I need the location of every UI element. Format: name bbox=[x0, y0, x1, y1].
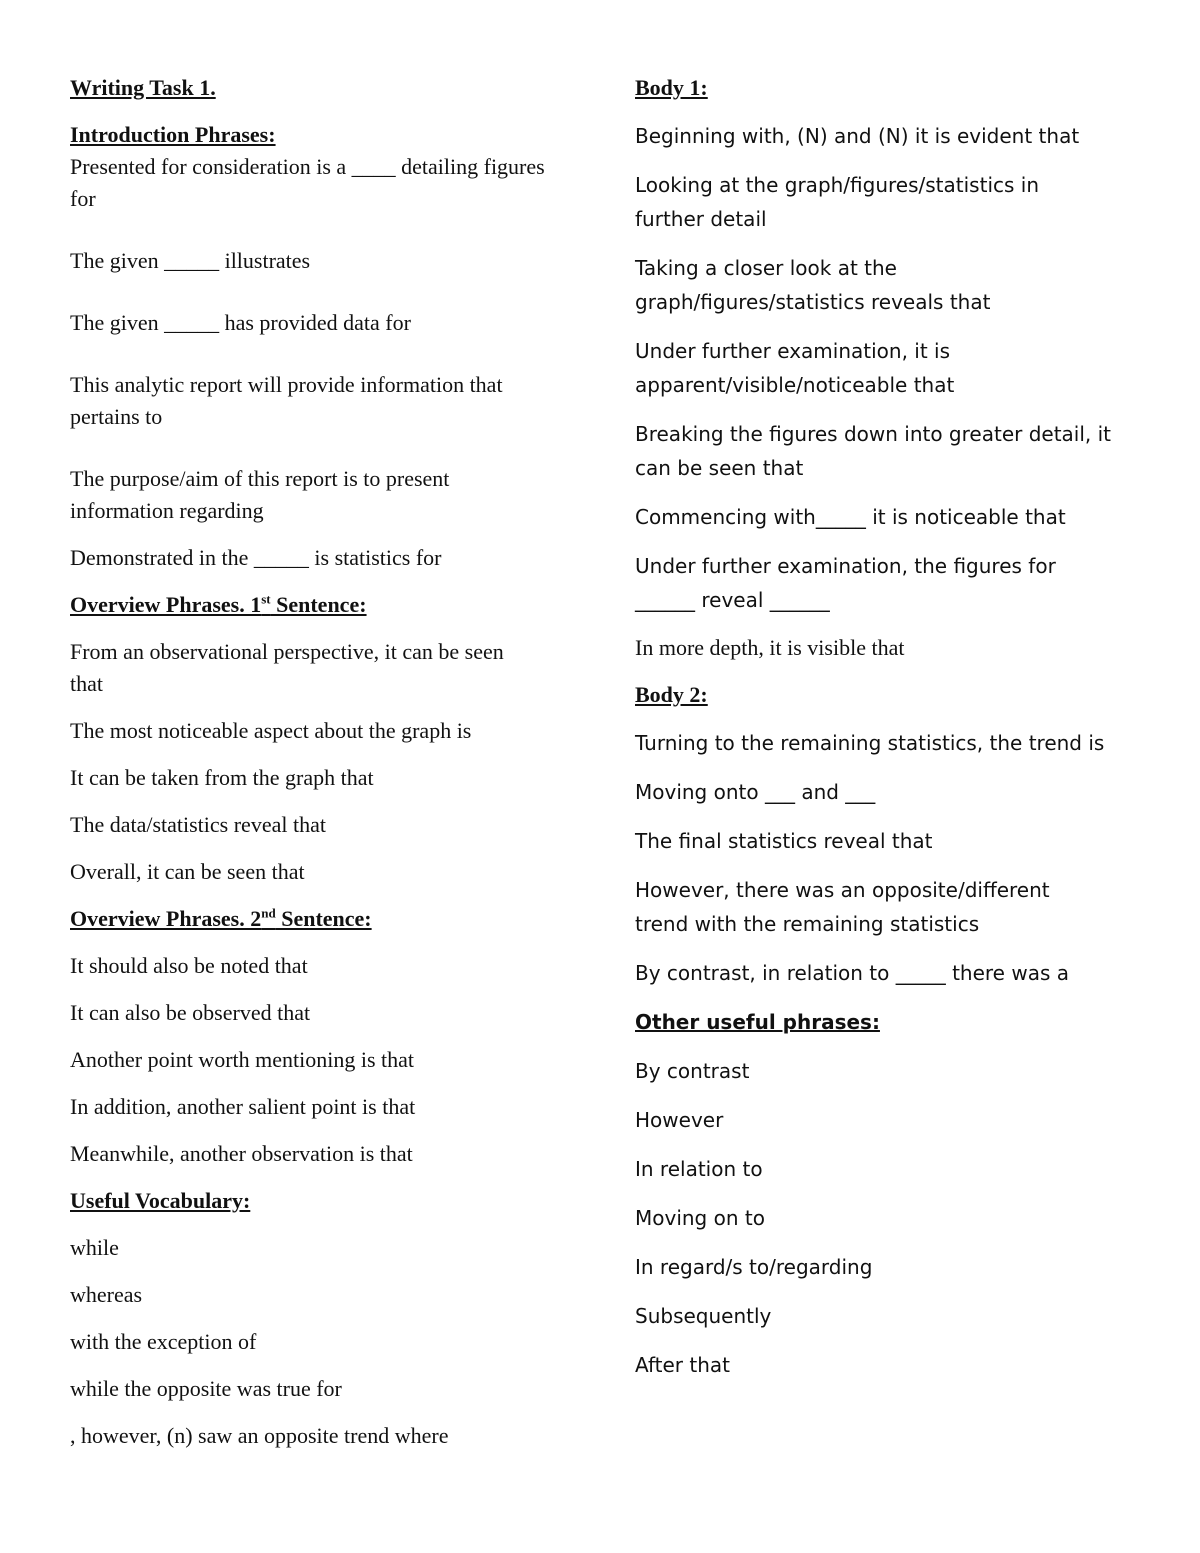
overview-2-heading-suffix: Sentence: bbox=[275, 906, 372, 931]
right-column bbox=[635, 72, 1135, 1382]
body-2-phrase: Turning to the remaining statistics, the trend is bbox=[635, 731, 1105, 755]
other-phrase: By contrast bbox=[635, 1059, 750, 1083]
vocabulary-item: , however, (n) saw an opposite trend where bbox=[70, 1423, 449, 1448]
document-title: Writing Task 1. bbox=[70, 75, 216, 100]
other-phrase: In relation to bbox=[635, 1157, 763, 1181]
overview-1-phrase: The data/statistics reveal that bbox=[70, 812, 326, 837]
overview-1-heading-prefix: Overview Phrases. 1 bbox=[70, 592, 262, 617]
other-phrases-heading: Other useful phrases: bbox=[635, 1010, 880, 1034]
overview-1-heading bbox=[70, 589, 560, 621]
vocabulary-item: while the opposite was true for bbox=[70, 1376, 342, 1401]
overview-1-phrase: The most noticeable aspect about the graph is bbox=[70, 718, 472, 743]
body-1-phrase: In more depth, it is visible that bbox=[635, 635, 905, 660]
introduction-heading: Introduction Phrases: bbox=[70, 122, 276, 147]
overview-2-heading-sup: nd bbox=[261, 905, 276, 921]
intro-phrase: The given _____ has provided data for bbox=[70, 310, 411, 335]
intro-phrase: Presented for consideration is a ____ detailing figures for bbox=[70, 154, 545, 211]
body-1-phrase: Commencing with_____ it is noticeable that bbox=[635, 505, 1066, 529]
overview-2-heading-prefix: Overview Phrases. 2 bbox=[70, 906, 262, 931]
overview-1-phrase: From an observational perspective, it can be seen that bbox=[70, 639, 504, 696]
overview-1-heading-suffix: Sentence: bbox=[270, 592, 367, 617]
overview-1-heading-sup: st bbox=[261, 591, 271, 607]
other-phrase: Moving on to bbox=[635, 1206, 765, 1230]
body-1-heading: Body 1: bbox=[635, 75, 708, 100]
other-phrase: After that bbox=[635, 1353, 730, 1377]
overview-2-phrase: It can also be observed that bbox=[70, 1000, 311, 1025]
overview-2-phrase: Another point worth mentioning is that bbox=[70, 1047, 415, 1072]
overview-1-phrase: It can be taken from the graph that bbox=[70, 765, 374, 790]
body-1-phrase: Breaking the figures down into greater detail, it can be seen that bbox=[635, 422, 1112, 480]
body-2-phrase: The final statistics reveal that bbox=[635, 829, 933, 853]
vocabulary-item: with the exception of bbox=[70, 1329, 257, 1354]
overview-2-phrase: It should also be noted that bbox=[70, 953, 308, 978]
body-1-phrase: Taking a closer look at the graph/figures/statistics reveals that bbox=[635, 256, 991, 314]
body-1-phrase: Under further examination, the figures for ______ reveal ______ bbox=[635, 554, 1056, 612]
left-column bbox=[70, 72, 560, 1452]
body-2-phrase: By contrast, in relation to _____ there was a bbox=[635, 961, 1069, 985]
body-1-phrase: Under further examination, it is apparent/visible/noticeable that bbox=[635, 339, 955, 397]
vocabulary-item: while bbox=[70, 1235, 119, 1260]
vocabulary-heading: Useful Vocabulary: bbox=[70, 1188, 251, 1213]
overview-2-phrase: In addition, another salient point is that bbox=[70, 1094, 416, 1119]
body-2-phrase: However, there was an opposite/different trend with the remaining statistics bbox=[635, 878, 1050, 936]
intro-phrase: The given _____ illustrates bbox=[70, 248, 311, 273]
body-1-phrase: Looking at the graph/figures/statistics in further detail bbox=[635, 173, 1040, 231]
overview-2-phrase: Meanwhile, another observation is that bbox=[70, 1141, 413, 1166]
other-phrase: In regard/s to/regarding bbox=[635, 1255, 873, 1279]
intro-phrase: This analytic report will provide information that pertains to bbox=[70, 372, 503, 429]
body-2-phrase: Moving onto ___ and ___ bbox=[635, 780, 876, 804]
body-2-heading: Body 2: bbox=[635, 682, 708, 707]
intro-phrase: Demonstrated in the _____ is statistics for bbox=[70, 545, 442, 570]
overview-1-phrase: Overall, it can be seen that bbox=[70, 859, 305, 884]
overview-2-heading bbox=[70, 903, 560, 935]
vocabulary-item: whereas bbox=[70, 1282, 143, 1307]
other-phrase: Subsequently bbox=[635, 1304, 772, 1328]
body-1-phrase: Beginning with, (N) and (N) it is evident that bbox=[635, 124, 1080, 148]
other-phrase: However bbox=[635, 1108, 724, 1132]
intro-phrase: The purpose/aim of this report is to present information regarding bbox=[70, 466, 450, 523]
